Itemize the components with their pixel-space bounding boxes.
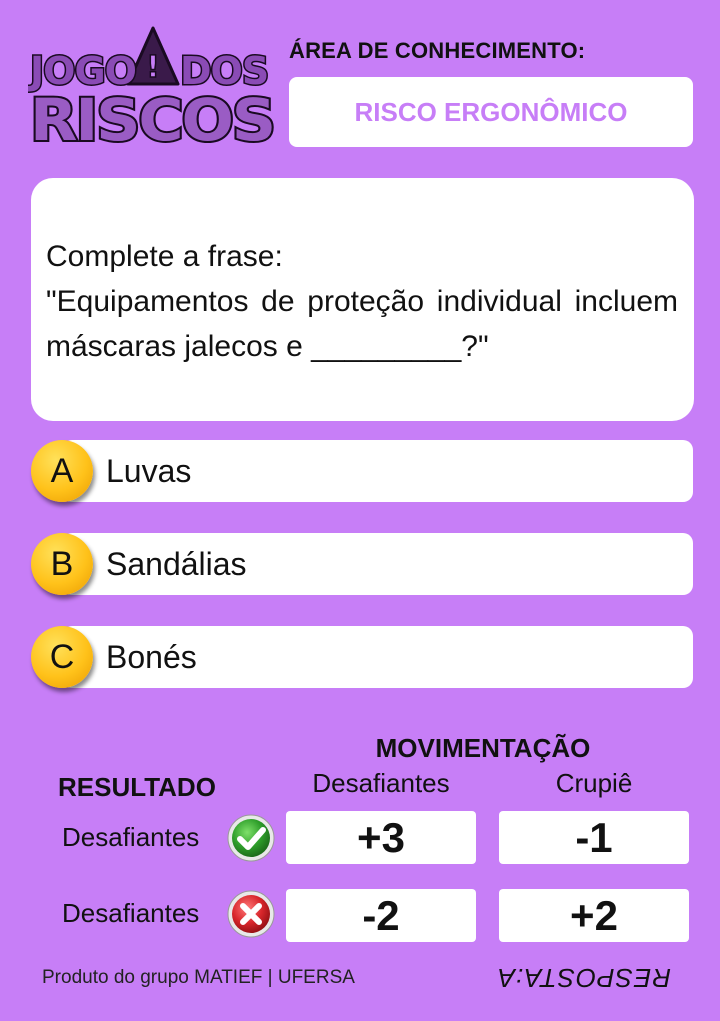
option-c[interactable] bbox=[62, 626, 693, 688]
score-wrong-challengers: -2 bbox=[286, 889, 476, 942]
x-icon bbox=[226, 889, 276, 939]
option-c-text: Bonés bbox=[106, 638, 197, 675]
option-c-badge[interactable]: C bbox=[31, 626, 93, 688]
row-wrong-label: Desafiantes bbox=[62, 898, 200, 928]
question-card bbox=[31, 178, 694, 421]
option-a-badge[interactable]: A bbox=[31, 440, 93, 502]
score-correct-dealer: -1 bbox=[499, 811, 689, 864]
option-a-text: Luvas bbox=[106, 452, 192, 489]
question-text: "Equipamentos de proteção individual incluem máscaras jalecos e _________?" bbox=[46, 285, 678, 363]
answer-key: RESPOSTA:A bbox=[496, 963, 671, 993]
question-prompt: Complete a frase: bbox=[46, 240, 283, 273]
score-wrong-dealer: +2 bbox=[499, 889, 689, 942]
logo-word-riscos: RISCOS bbox=[30, 86, 274, 150]
game-logo bbox=[28, 22, 278, 150]
movement-title: MOVIMENTAÇÃO bbox=[375, 733, 591, 763]
check-icon bbox=[226, 813, 276, 863]
result-label: RESULTADO bbox=[58, 772, 216, 802]
logo-mark: ! bbox=[146, 50, 160, 85]
logo-word-dos: DOS bbox=[180, 49, 269, 93]
score-correct-challengers: +3 bbox=[286, 811, 476, 864]
column-challengers: Desafiantes bbox=[312, 768, 450, 798]
row-correct-label: Desafiantes bbox=[62, 822, 200, 852]
option-b-text: Sandálias bbox=[106, 545, 247, 582]
logo-word-jogo: JOGO bbox=[30, 49, 136, 93]
column-dealer: Crupiê bbox=[555, 768, 633, 798]
option-b-badge[interactable]: B bbox=[31, 533, 93, 595]
area-value: RISCO ERGONÔMICO bbox=[289, 77, 693, 147]
option-a[interactable] bbox=[62, 440, 693, 502]
option-b[interactable] bbox=[62, 533, 693, 595]
area-label: ÁREA DE CONHECIMENTO: bbox=[289, 38, 586, 63]
footer-credit: Produto do grupo MATIEF | UFERSA bbox=[42, 967, 355, 988]
